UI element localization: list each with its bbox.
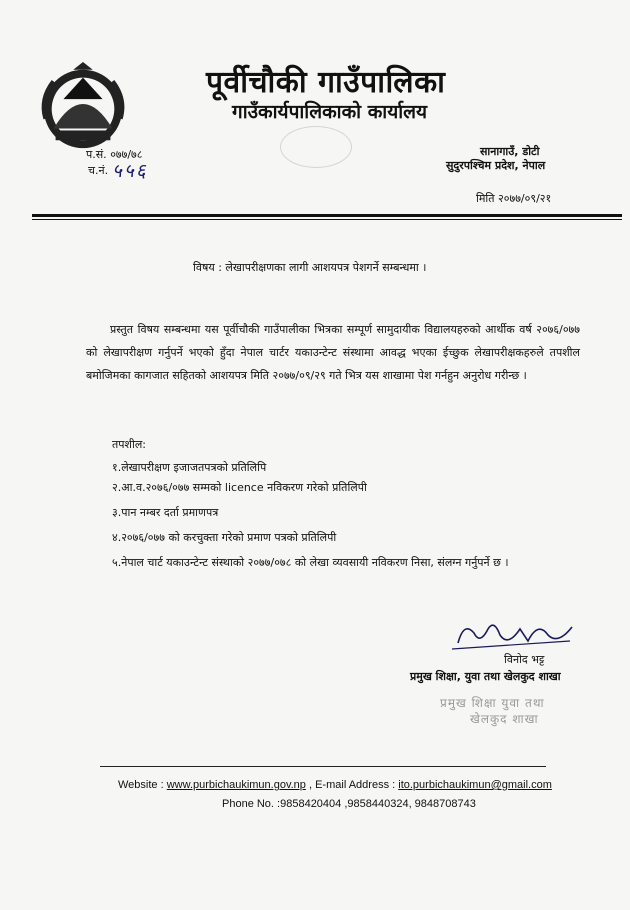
address-line1: सानागाउँ, डोटी bbox=[480, 145, 540, 158]
ps-label: प.सं. bbox=[86, 148, 107, 161]
faint-stamp bbox=[280, 126, 352, 168]
subject-label: विषय : bbox=[193, 261, 222, 274]
list-item: १.लेखापरीक्षण इजाजतपत्रको प्रतिलिपि bbox=[112, 461, 267, 474]
signatory-title: प्रमुख शिक्षा, युवा तथा खेलकुद शाखा bbox=[410, 670, 561, 683]
date-value: २०७७/०९/२१ bbox=[498, 192, 552, 205]
cn-value: ५५६ bbox=[112, 160, 148, 182]
stamp-line1: प्रमुख शिक्षा युवा तथा bbox=[440, 696, 545, 710]
phone-label: Phone No. bbox=[222, 798, 274, 810]
subject-line bbox=[193, 260, 426, 275]
cn-label: च.नं. bbox=[88, 164, 109, 177]
list-item: ४.२०७६/०७७ को करचुक्ता गरेको प्रमाण पत्रको प्रतिलिपी bbox=[112, 531, 337, 544]
signature-mark bbox=[450, 615, 580, 655]
list-item: ३.पान नम्बर दर्ता प्रमाणपत्र bbox=[112, 506, 219, 519]
address-line2: सुदुरपश्चिम प्रदेश, नेपाल bbox=[446, 159, 546, 172]
stamp-line2: खेलकुद शाखा bbox=[470, 712, 539, 726]
email-label: , E-mail Address : bbox=[308, 779, 396, 791]
footer-rule bbox=[100, 766, 546, 767]
email-link[interactable]: ito.purbichaukimun@gmail.com bbox=[398, 779, 552, 791]
body-paragraph: प्रस्तुत विषय सम्बन्धमा यस पूर्वीचौकी गाउँपालीका भित्रका सम्पूर्ण सामुदायीक विद्यालयहरुको आर्थीक वर्ष २०७६/०७७ को लेखापरीक्षण गर्नुपर्ने भएको हुँदा नेपाल चार्टर यकाउन्टेन्ट संस्थामा आवद्ध भएका ईच्छुक लेखापरीक्षकहरुले तपशील बमोजिमका कागजात सहितको आशयपत्र मिति २०७७/०९/२९ गते भित्र यस शाखामा पेश गर्नहुन अनुरोध गरीन्छ । bbox=[86, 323, 580, 382]
date-label: मिति bbox=[476, 192, 495, 205]
municipality-title: पूर्वीचौकी गाउँपालिका bbox=[206, 65, 446, 100]
website-label: Website : bbox=[118, 779, 164, 791]
subject-text: लेखापरीक्षणका लागी आशयपत्र पेशगर्ने सम्बन्धमा । bbox=[225, 261, 427, 274]
letter-date bbox=[476, 191, 551, 206]
signatory-name: विनोद भट्ट bbox=[504, 653, 545, 666]
footer-contact bbox=[118, 779, 552, 791]
nepal-emblem-icon bbox=[34, 60, 132, 152]
website-link[interactable]: www.purbichaukimun.gov.np bbox=[166, 779, 306, 791]
list-item: ५.नेपाल चार्ट यकाउन्टेन्ट संस्थाको २०७७/०७८ को लेखा व्यवसायी नविकरण निसा, संलग्न गर्नुपर्ने छ । bbox=[112, 556, 509, 569]
phone-numbers: :9858420404 ,9858440324, 9848708743 bbox=[277, 798, 476, 810]
header-rule-thin bbox=[32, 219, 622, 220]
office-subtitle: गाउँकार्यपालिकाको कार्यालय bbox=[232, 101, 428, 123]
list-item: २.आ.व.२०७६/०७७ सम्मको licence नविकरण गरेको प्रतिलिपी bbox=[112, 481, 367, 494]
ps-value: ०७७/७८ bbox=[110, 148, 143, 161]
footer-phone bbox=[222, 798, 476, 810]
header-rule-thick bbox=[32, 214, 622, 217]
tapsil-label: तपशील: bbox=[112, 438, 147, 451]
